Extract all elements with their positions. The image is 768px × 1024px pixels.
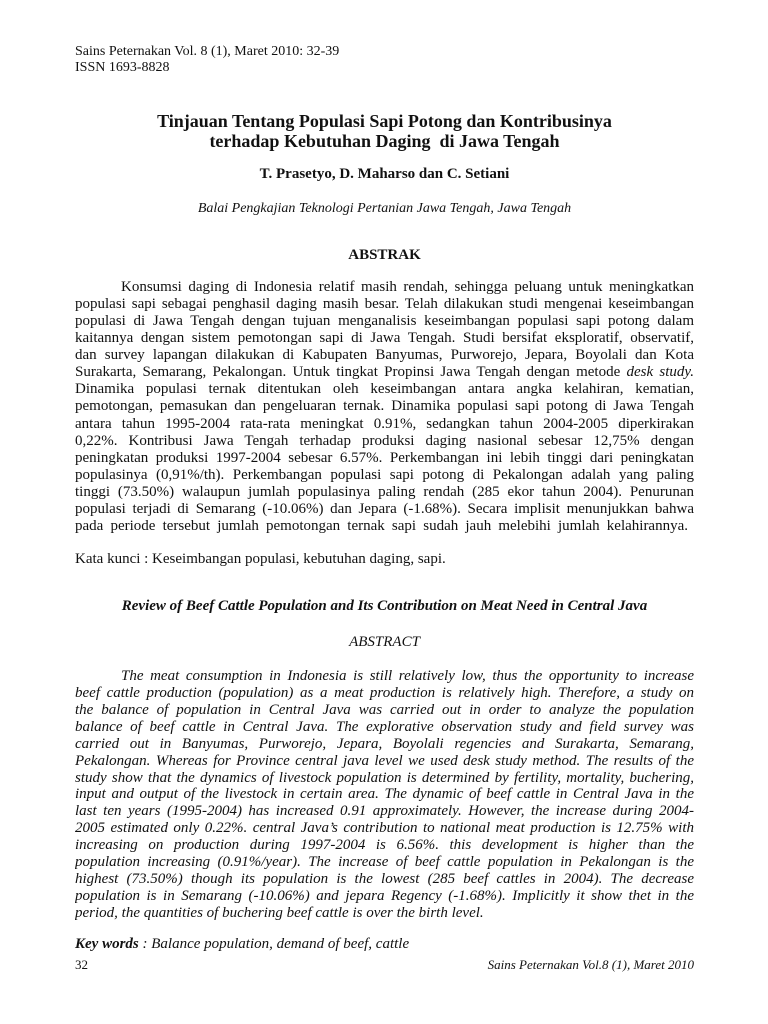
abstract-line: carried out in Banyumas, Purworejo, Jepara, Boyolali regencies and Surakarta, Semarang, [75, 735, 694, 752]
abstract-line: input and output of the livestock in certain area. The dynamic of beef cattle in Central Java in the [75, 786, 694, 803]
title-line: Tinjauan Tentang Populasi Sapi Potong dan Kontribusinya [157, 111, 612, 131]
page-footer [75, 957, 694, 973]
abstrak-line: populasi terjadi di Semarang (-10.06%) dan Jepara (-1.68%). Secara implisit menunjukkan bahwa [75, 500, 694, 517]
abstrak-line-text: Surakarta, Semarang, Pekalongan. Untuk tingkat Propinsi Jawa Tengah dengan metode [75, 364, 621, 381]
abstrak-heading: ABSTRAK [348, 247, 421, 263]
journal-citation: Sains Peternakan Vol. 8 (1), Maret 2010: 32-39 [75, 44, 340, 59]
key-words-text: : Balance population, demand of beef, cattle [142, 936, 410, 952]
key-words [75, 936, 694, 953]
abstract-heading: ABSTRACT [349, 634, 420, 650]
page-number: 32 [75, 957, 88, 972]
kata-kunci-label: Kata kunci [75, 551, 141, 567]
abstrak-line: kaitannya dengan sistem pemotongan sapi di Jawa Tengah. Studi bersifat eksploratif, observatif, [75, 330, 694, 347]
abstract-line: population is in Semarang (-10.06%) and jepara Regency (-1.68%). Implicitly it show thet in the [75, 887, 694, 904]
abstract-line: highest (73.50%) though its population is the lowest (285 beef cattles in 2004). The decrease [75, 871, 694, 888]
abstrak-line: peningkatan produksi 1997-2004 sebesar 6.57%. Perkembangan ini lebih tinggi dari peningkatan [75, 449, 694, 466]
paper-title [75, 111, 694, 151]
abstract-line: population increasing (0.91%/year). The increase of beef cattle population in Pekalongan is the [75, 854, 694, 871]
abstract-line: period, the quantities of buchering beef cattle is over the birth level. [75, 904, 484, 921]
abstract-line: balance of beef cattle in Central Java. The explorative observation study and field survey was [75, 718, 694, 735]
footer-citation: Sains Peternakan Vol.8 (1), Maret 2010 [487, 957, 694, 972]
abstrak-line: pemotongan, pemasukan dan pengeluaran ternak. Dinamika populasi sapi potong di Jawa Tengah [75, 398, 694, 415]
abstract-body [75, 668, 694, 922]
running-header [75, 44, 694, 76]
title-line: terhadap Kebutuhan Daging di Jawa Tengah [209, 131, 560, 151]
abstract-line: the balance of population in Central Java was carried out in order to analyze the population [75, 701, 694, 718]
abstrak-line: antara tahun 1995-2004 rata-rata meningkat 0.91%, sedangkan tahun 2004-2005 diperkirakan [75, 415, 694, 432]
kata-kunci-text: : Keseimbangan populasi, kebutuhan daging, sapi. [144, 551, 446, 567]
abstrak-line: pada periode tersebut jumlah pemotongan ternak sapi sudah jauh melebihi jumlah kelahirannya. [75, 517, 688, 534]
abstrak-line: tinggi (73.50%) walaupun jumlah populasinya paling rendah (285 ekor tahun 2004). Penurunan [75, 483, 694, 500]
key-words-label: Key words [75, 936, 139, 952]
abstrak-line: Konsumsi daging di Indonesia relatif masih rendah, sehingga peluang untuk meningkatkan [121, 279, 694, 295]
desk-study-emphasis: desk study. [626, 364, 694, 381]
abstrak-body [75, 279, 694, 535]
authors: T. Prasetyo, D. Maharso dan C. Setiani [259, 166, 510, 182]
abstract-line: 2005 estimated only 0.22%. central Java’s contribution to national meat production is 12.75% with [75, 820, 694, 837]
kata-kunci [75, 551, 694, 568]
abstract-line: The meat consumption in Indonesia is still relatively low, thus the opportunity to increase [121, 668, 694, 684]
abstract-line: last ten years (1995-2004) has increased 0.91 approximately. However, the increase during 2004- [75, 803, 694, 820]
abstrak-line: dan survey lapangan dilakukan di Kabupaten Banyumas, Purworejo, Jepara, Boyolali dan Kota [75, 347, 694, 364]
abstrak-line: populasinya (0,91%/th). Perkembangan populasi sapi potong di Pekalongan adalah yang paling [75, 466, 694, 483]
abstract-line: Pekalongan. Whereas for Province central java level we used desk study method. The results of the [75, 752, 694, 769]
abstrak-line: 0,22%. Kontribusi Jawa Tengah terhadap produksi daging nasional sebesar 12,75% dengan [75, 432, 694, 449]
abstract-line: beef cattle production (population) as a meat production is relatively high. Therefore, a study on [75, 684, 694, 701]
abstract-line: study show that the dynamics of livestock population is determined by fertility, mortality, buchering, [75, 769, 694, 786]
english-title: Review of Beef Cattle Population and Its Contribution on Meat Need in Central Java [121, 598, 648, 614]
abstrak-line: populasi di Jawa Tengah dengan tujuan menganalisis keseimbangan populasi sapi potong dalam [75, 313, 694, 330]
affiliation: Balai Pengkajian Teknologi Pertanian Jawa Tengah, Jawa Tengah [197, 201, 572, 216]
issn: ISSN 1693-8828 [75, 60, 170, 75]
abstrak-line: Dinamika populasi ternak ditentukan oleh keseimbangan antara angka kelahiran, kematian, [75, 381, 694, 398]
abstract-line: increasing on production during 1997-2004 is 6.56%. this development is higher than the [75, 837, 694, 854]
abstrak-line [75, 364, 694, 381]
abstrak-line: populasi sapi sebagai penghasil daging masih besar. Telah dilakukan studi mengenai keseimbangan [75, 296, 694, 313]
